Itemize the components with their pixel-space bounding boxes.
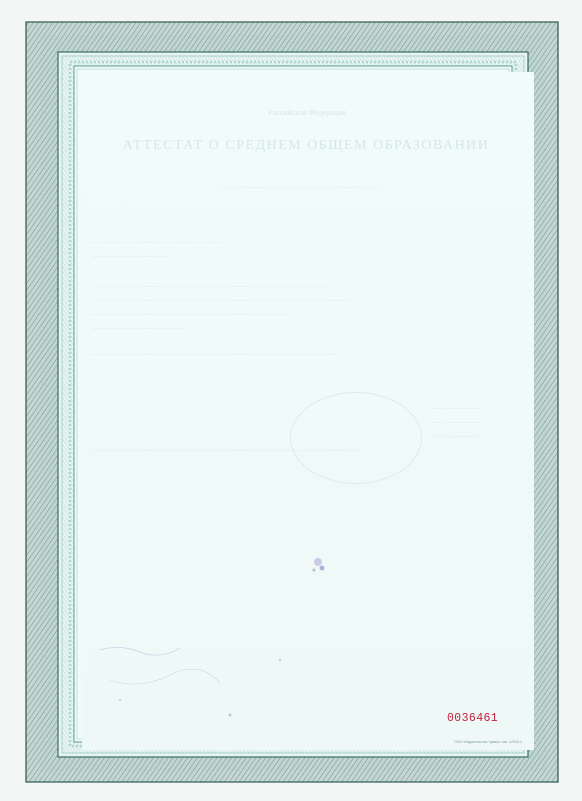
serial-number: 0036461 [447, 712, 499, 725]
faint-field-line: — — — — — — [430, 418, 481, 426]
faint-signature-marks [90, 620, 310, 740]
faint-field-line: — — — — — — — — — — — [92, 324, 187, 332]
faint-field-line: — — — — — — [430, 404, 481, 412]
faint-field-line: — — — — — — — — — — — — — — — — — — — — — — — — — — — — — — [92, 296, 353, 304]
faint-field-line: — — — — — — — — — — — — — — — [92, 238, 222, 246]
printer-imprint: ООО «Издательство Чуваш» зак. 1234/14 [454, 740, 522, 744]
faint-field-line: — — — — — — — — — — — — — — — — — — — — — — — [92, 310, 292, 318]
faint-field-line: — — — — — — — — — — — — — — — — — — — — — — — — — — — — [92, 350, 336, 358]
faint-header-line: Российская Федерация [268, 108, 346, 117]
faint-field-line: — — — — — — [430, 432, 481, 440]
faint-field-line: — — — — — — — — — — — — — — — — — — — — — — — — — — — [92, 282, 327, 290]
faint-field-line: — — — — — — — — — [92, 252, 169, 260]
ink-spot [300, 540, 340, 590]
faint-subtitle-line: — — — — — — — — — — — — — — — — — — [222, 183, 378, 191]
faint-stamp-circle [290, 392, 422, 484]
faint-field-line: — — — — — — — — — — — — — — — — — — — — — — — — — — — — — — — [92, 446, 362, 454]
faint-document-title: АТТЕСТАТ О СРЕДНЕМ ОБЩЕМ ОБРАЗОВАНИИ [122, 138, 490, 153]
